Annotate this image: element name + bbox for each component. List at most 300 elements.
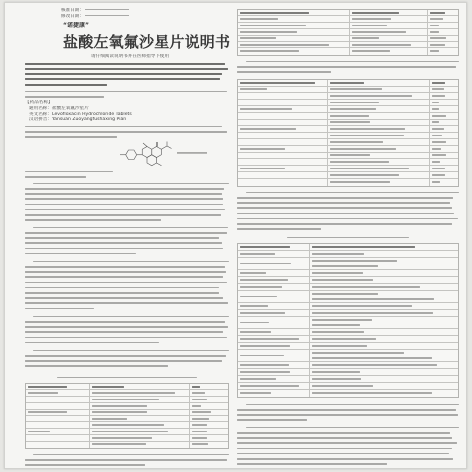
- cell-text-line: [352, 37, 379, 39]
- table-cell: [350, 48, 428, 54]
- revision-date-value: [85, 15, 129, 17]
- cell-text-line: [352, 50, 390, 52]
- text-line: [57, 377, 197, 379]
- text-line: [25, 136, 117, 138]
- table-cell: [310, 376, 460, 382]
- subtitle: 请仔细阅读说明书并在医师指导下使用: [91, 54, 170, 59]
- table-row: [238, 277, 458, 284]
- cell-text-line: [352, 44, 411, 46]
- text-line: [33, 227, 228, 229]
- text-line: [33, 350, 229, 352]
- cell-text-line: [28, 386, 67, 388]
- cell-text-line: [240, 168, 285, 170]
- cell-text-line: [192, 386, 200, 388]
- table-cell: [26, 416, 90, 421]
- table-cell: [190, 422, 228, 427]
- paragraph: [237, 425, 459, 467]
- text-line: [237, 71, 331, 73]
- text-line: [246, 404, 459, 406]
- cell-text-line: [330, 115, 369, 117]
- text-line: [25, 302, 228, 304]
- cell-text-line: [240, 286, 282, 288]
- table-cell: [328, 100, 430, 106]
- table-cell: [190, 390, 228, 395]
- table-row: [238, 251, 458, 258]
- table-row: [238, 153, 458, 160]
- cell-text-line: [312, 293, 378, 295]
- table-cell: [26, 403, 90, 408]
- table-cell: [238, 29, 350, 34]
- cell-text-line: [312, 378, 361, 380]
- table-cell: [238, 153, 328, 159]
- cell-text-line: [192, 431, 207, 433]
- table-cell: [238, 146, 328, 152]
- cell-text-line: [432, 102, 439, 104]
- table-cell: [238, 42, 350, 47]
- table-cell: [310, 303, 460, 309]
- table-cell: [90, 390, 190, 395]
- text-line: [25, 337, 227, 339]
- table-row: [238, 106, 458, 113]
- table-cell: [238, 376, 310, 382]
- cell-text-line: [92, 437, 152, 439]
- cell-text-line: [192, 424, 207, 426]
- text-line: [246, 61, 459, 63]
- paragraph: [25, 259, 229, 312]
- cell-text-line: [312, 385, 373, 387]
- table-cell: [190, 416, 228, 421]
- cell-text-line: [312, 286, 420, 288]
- text-line: [25, 198, 223, 200]
- table-cell: [310, 336, 460, 342]
- text-line: [25, 84, 107, 86]
- carboxyl-oh-bond: [167, 146, 172, 149]
- table-cell: [238, 383, 310, 389]
- cell-text-line: [352, 31, 406, 33]
- table-cell: [310, 343, 460, 349]
- table-cell: [430, 166, 460, 172]
- text-line: [25, 171, 113, 173]
- table-cell: [430, 179, 460, 186]
- table-cell: [238, 277, 310, 283]
- table-cell: [350, 36, 428, 41]
- cell-text-line: [432, 154, 446, 156]
- table-cell: [238, 126, 328, 132]
- cell-text-line: [432, 95, 445, 97]
- cell-text-line: [240, 355, 284, 357]
- cell-text-line: [240, 331, 271, 333]
- table-cell: [238, 36, 350, 41]
- table-cell: [328, 120, 430, 126]
- table-cell: [430, 153, 460, 159]
- cell-text-line: [240, 37, 276, 39]
- cell-text-line: [330, 148, 396, 150]
- text-line: [25, 292, 219, 294]
- cell-text-line: [352, 18, 391, 20]
- generic-name: 通用名称：盐酸左氧氟沙星片: [29, 106, 89, 111]
- table-cell: [430, 146, 460, 152]
- table-cell: [238, 93, 328, 99]
- cell-text-line: [240, 82, 315, 84]
- text-line: [25, 297, 223, 299]
- cell-text-line: [92, 418, 127, 420]
- table-cell: [238, 329, 310, 335]
- table-cell: [238, 310, 310, 316]
- text-line: [25, 282, 227, 284]
- cell-text-line: [330, 108, 376, 110]
- cell-text-line: [312, 253, 364, 255]
- text-line: [237, 458, 453, 460]
- cell-text-line: [240, 253, 275, 255]
- table-cell: [190, 410, 228, 415]
- cell-text-line: [430, 25, 439, 27]
- cell-text-line: [240, 263, 291, 265]
- table-row: [238, 48, 458, 54]
- table-row: [238, 93, 458, 100]
- table-row: [238, 126, 458, 133]
- salt-label: [177, 152, 207, 154]
- cell-text-line: [312, 279, 373, 281]
- table-cell: [430, 93, 460, 99]
- cell-text-line: [312, 305, 412, 307]
- table-row: [238, 383, 458, 390]
- pinyin-name: 汉语拼音：Yansuan Zuoyangfushaxing Pian: [29, 117, 127, 122]
- table-cell: [328, 179, 430, 186]
- text-line: [246, 427, 459, 429]
- cell-text-line: [430, 31, 439, 33]
- cell-text-line: [432, 174, 445, 176]
- oxazine-ring: [147, 155, 157, 166]
- cell-text-line: [432, 82, 445, 84]
- table-header-row: [238, 80, 458, 87]
- table-cell: [310, 251, 460, 257]
- cell-text-line: [92, 431, 168, 433]
- cell-text-line: [430, 44, 445, 46]
- table-cell: [238, 317, 310, 328]
- paragraph: [25, 314, 229, 346]
- cell-text-line: [192, 399, 207, 401]
- table-row: [238, 87, 458, 94]
- text-line: [25, 204, 223, 206]
- table-cell: [428, 29, 460, 34]
- table-cell: [90, 397, 190, 402]
- text-line: [25, 287, 219, 289]
- cell-text-line: [330, 121, 370, 123]
- cell-text-line: [240, 312, 285, 314]
- oxazine-methyl-bond: [157, 163, 162, 166]
- cell-text-line: [432, 128, 444, 130]
- table-cell: [310, 284, 460, 290]
- cell-text-line: [312, 371, 360, 373]
- cell-text-line: [240, 108, 292, 110]
- cell-text-line: [432, 141, 446, 143]
- cell-text-line: [330, 141, 383, 143]
- table-row: [238, 310, 458, 317]
- table-cell: [310, 270, 460, 276]
- text-line: [237, 453, 449, 455]
- table-cell: [350, 23, 428, 28]
- paragraph: [25, 225, 229, 257]
- cell-text-line: [432, 88, 444, 90]
- table-cell: [428, 10, 460, 15]
- table-cell: [190, 429, 228, 434]
- cell-text-line: [312, 272, 363, 274]
- cell-text-line: [240, 18, 278, 20]
- post-marketing-adverse-reaction-table: [237, 243, 459, 398]
- cell-text-line: [192, 411, 211, 413]
- table-caption: [57, 375, 197, 380]
- fluoro-bond: [143, 143, 147, 147]
- table-cell: [238, 113, 328, 119]
- table-cell: [238, 258, 310, 269]
- piperazine-ring: [126, 150, 137, 160]
- cell-text-line: [92, 399, 159, 401]
- table-row: [26, 442, 228, 448]
- cell-text-line: [28, 431, 50, 433]
- cell-text-line: [330, 174, 399, 176]
- cell-text-line: [240, 25, 306, 27]
- table-cell: [238, 291, 310, 302]
- document-title: 盐酸左氧氟沙星片说明书: [63, 33, 231, 51]
- cell-text-line: [92, 386, 124, 388]
- table-cell: [238, 172, 328, 178]
- cell-text-line: [240, 148, 285, 150]
- cell-text-line: [330, 135, 404, 137]
- cell-text-line: [432, 115, 446, 117]
- cell-text-line: [430, 50, 439, 52]
- text-line: [25, 63, 225, 65]
- table-cell: [328, 126, 430, 132]
- table-cell: [428, 16, 460, 21]
- text-line: [237, 213, 454, 215]
- text-line: [25, 326, 228, 328]
- cell-text-line: [240, 12, 309, 14]
- table-cell: [90, 422, 190, 427]
- text-line: [25, 126, 222, 128]
- table-cell: [26, 390, 90, 395]
- text-line: [25, 219, 161, 221]
- table-cell: [310, 258, 460, 269]
- table-cell: [238, 362, 310, 368]
- revision-date-label: 修改日期：: [61, 14, 84, 19]
- english-name: 英文名称：Levofloxacin Hydrochloride Tablets: [29, 111, 132, 117]
- paragraph: [25, 452, 229, 468]
- cell-text-line: [240, 279, 288, 281]
- table-cell: [90, 442, 190, 448]
- table-row: [238, 390, 458, 397]
- text-line: [33, 454, 229, 456]
- cell-text-line: [330, 128, 405, 130]
- cell-text-line: [330, 82, 364, 84]
- table-cell: [428, 36, 460, 41]
- table-cell: [190, 397, 228, 402]
- text-line: [25, 248, 223, 250]
- table-cell: [328, 133, 430, 139]
- table-cell: [90, 403, 190, 408]
- table-row: [238, 303, 458, 310]
- text-line: [237, 228, 321, 230]
- table-cell: [90, 416, 190, 421]
- cell-text-line: [312, 338, 376, 340]
- cell-text-line: [330, 95, 412, 97]
- cell-text-line: [312, 298, 434, 300]
- table-cell: [428, 23, 460, 28]
- text-line: [25, 91, 227, 93]
- cell-text-line: [240, 44, 329, 46]
- table-cell: [190, 403, 228, 408]
- text-line: [25, 209, 225, 211]
- table-cell: [238, 48, 350, 54]
- cell-text-line: [240, 88, 267, 90]
- table-cell: [328, 153, 430, 159]
- table-cell: [310, 362, 460, 368]
- table-cell: [238, 369, 310, 375]
- table-cell: [26, 397, 90, 402]
- table-cell: [238, 336, 310, 342]
- table-cell: [328, 159, 430, 165]
- cell-text-line: [312, 357, 432, 359]
- table-cell: [328, 87, 430, 93]
- text-line: [33, 261, 229, 263]
- section-heading-drug-name: 【药品名称】: [25, 100, 53, 105]
- cell-text-line: [312, 260, 397, 262]
- text-line: [237, 197, 453, 199]
- text-line: [237, 409, 456, 411]
- table-row: [238, 369, 458, 376]
- table-cell: [26, 442, 90, 448]
- cell-text-line: [240, 296, 277, 298]
- text-line: [25, 78, 220, 80]
- cell-text-line: [352, 12, 399, 14]
- table-cell: [310, 310, 460, 316]
- table-cell: [90, 435, 190, 440]
- table-cell: [238, 166, 328, 172]
- table-row: [238, 113, 458, 120]
- table-cell: [238, 87, 328, 93]
- table-cell: [310, 369, 460, 375]
- table-cell: [310, 277, 460, 283]
- text-line: [25, 176, 86, 178]
- cell-text-line: [240, 392, 271, 394]
- approval-date: [61, 8, 129, 13]
- table-row: [238, 376, 458, 383]
- table-row: [238, 317, 458, 329]
- table-cell: [190, 435, 228, 440]
- text-line: [25, 459, 227, 461]
- table-cell: [430, 100, 460, 106]
- table-row: [238, 350, 458, 362]
- cell-text-line: [312, 319, 372, 321]
- table-cell: [430, 113, 460, 119]
- cell-text-line: [28, 392, 58, 394]
- table-cell: [328, 113, 430, 119]
- approval-date-value: [85, 9, 129, 11]
- table-cell: [238, 10, 350, 15]
- table-row: [238, 336, 458, 343]
- cell-text-line: [330, 181, 390, 183]
- cell-text-line: [312, 345, 367, 347]
- table-cell: [238, 80, 328, 86]
- text-line: [237, 66, 456, 68]
- cell-text-line: [330, 168, 409, 170]
- table-cell: [428, 42, 460, 47]
- warning-paragraph: [25, 61, 229, 88]
- cell-text-line: [432, 181, 440, 183]
- cell-text-line: [330, 88, 382, 90]
- cell-text-line: [240, 322, 269, 324]
- table-cell: [430, 139, 460, 145]
- table-cell: [26, 422, 90, 427]
- table-row: [238, 172, 458, 179]
- text-line: [25, 73, 222, 75]
- table-cell: [238, 139, 328, 145]
- cell-text-line: [430, 18, 443, 20]
- table-row: [238, 270, 458, 277]
- paragraph: [25, 89, 229, 100]
- text-line: [237, 463, 387, 465]
- text-line: [25, 266, 225, 268]
- cell-text-line: [92, 443, 146, 445]
- cell-text-line: [240, 364, 289, 366]
- package-insert-page: [4, 2, 467, 469]
- paragraph: [237, 190, 459, 232]
- cell-text-line: [240, 246, 290, 248]
- table-cell: [90, 410, 190, 415]
- chemical-structure: [101, 140, 213, 168]
- text-line: [25, 96, 104, 98]
- cell-text-line: [240, 338, 299, 340]
- text-line: [33, 183, 229, 185]
- text-line: [25, 242, 222, 244]
- table-cell: [310, 317, 460, 328]
- table-cell: [430, 126, 460, 132]
- cell-text-line: [430, 12, 445, 14]
- cell-text-line: [192, 437, 207, 439]
- cell-text-line: [312, 312, 433, 314]
- text-line: [25, 321, 225, 323]
- text-line: [287, 237, 409, 239]
- table-cell: [26, 435, 90, 440]
- table-cell: [190, 384, 228, 389]
- table-cell: [238, 303, 310, 309]
- text-line: [25, 365, 168, 367]
- text-line: [25, 68, 228, 70]
- table-header-row: [238, 244, 458, 251]
- paragraph: [25, 348, 229, 370]
- table-cell: [430, 120, 460, 126]
- table-cell: [90, 429, 190, 434]
- structure-drawing: [120, 142, 172, 166]
- table-cell: [238, 179, 328, 186]
- cell-text-line: [432, 108, 439, 110]
- table-row: [238, 362, 458, 369]
- table-row: [238, 258, 458, 270]
- text-line: [237, 202, 450, 204]
- cell-text-line: [330, 161, 389, 163]
- table-cell: [430, 87, 460, 93]
- cell-text-line: [240, 378, 276, 380]
- table-cell: [238, 133, 328, 139]
- table-cell: [350, 16, 428, 21]
- text-line: [25, 188, 224, 190]
- cell-text-line: [312, 331, 364, 333]
- table-cell: [238, 343, 310, 349]
- table-row: [238, 100, 458, 107]
- table-row: [238, 179, 458, 186]
- cell-text-line: [28, 411, 67, 413]
- table-row: [238, 146, 458, 153]
- cell-text-line: [432, 121, 439, 123]
